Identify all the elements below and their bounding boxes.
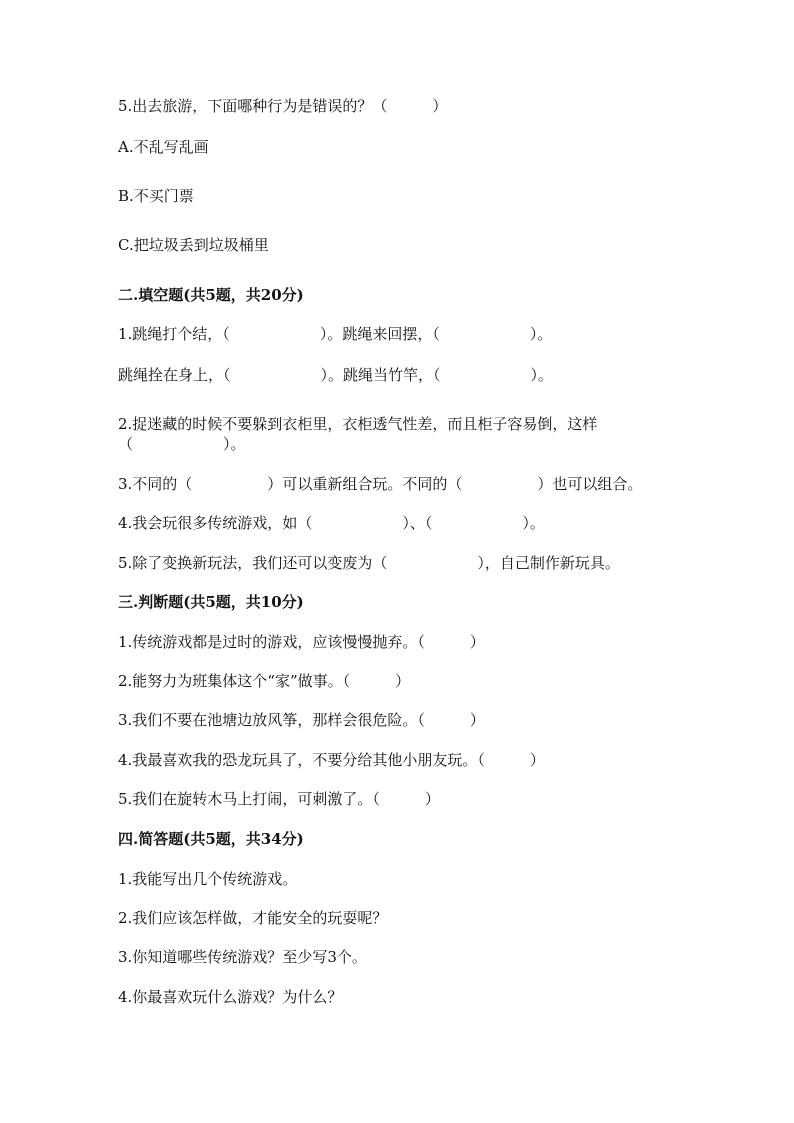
fill-in-item-5: 5.除了变换新玩法，我们还可以变废为（ ），自己制作新玩具。 — [118, 554, 620, 572]
question-5-stem: 5.出去旅游，下面哪种行为是错误的？（ ） — [118, 97, 448, 115]
short-answer-item-2: 2.我们应该怎样做，才能安全的玩耍呢？ — [118, 909, 388, 927]
judge-item-3: 3.我们不要在池塘边放风筝，那样会很危险。（ ） — [118, 711, 485, 729]
fill-in-item-1a: 1.跳绳打个结，（ ）。跳绳来回摆，（ ）。 — [118, 325, 553, 343]
judge-item-1: 1.传统游戏都是过时的游戏，应该慢慢抛弃。（ ） — [118, 633, 485, 651]
short-answer-section-heading: 四.简答题(共5题，共34分) — [118, 830, 304, 848]
question-5-option-c: C.把垃圾丢到垃圾桶里 — [118, 236, 269, 254]
judge-item-4: 4.我最喜欢我的恐龙玩具了，不要分给其他小朋友玩。（ ） — [118, 751, 545, 769]
judge-section-heading: 三.判断题(共5题，共10分) — [118, 593, 304, 611]
fill-in-item-4: 4.我会玩很多传统游戏，如（ ）、（ ）。 — [118, 514, 545, 532]
question-5-option-a: A.不乱写乱画 — [118, 138, 209, 156]
short-answer-item-3: 3.你知道哪些传统游戏？至少写3个。 — [118, 948, 367, 966]
fill-in-item-2a: 2.捉迷藏的时候不要躲到衣柜里，衣柜透气性差，而且柜子容易倒，这样 — [118, 415, 598, 433]
fill-in-item-2b: （ ）。 — [118, 435, 246, 453]
judge-item-5: 5.我们在旋转木马上打闹，可刺激了。（ ） — [118, 790, 440, 808]
short-answer-item-4: 4.你最喜欢玩什么游戏？为什么？ — [118, 988, 343, 1006]
fill-in-section-heading: 二.填空题(共5题，共20分) — [118, 286, 304, 304]
short-answer-item-1: 1.我能写出几个传统游戏。 — [118, 870, 298, 888]
question-5-option-b: B.不买门票 — [118, 187, 194, 205]
fill-in-item-1b: 跳绳拴在身上，（ ）。跳绳当竹竿，（ ）。 — [118, 366, 554, 384]
fill-in-item-3: 3.不同的（ ）可以重新组合玩。不同的（ ）也可以组合。 — [118, 475, 643, 493]
judge-item-2: 2.能努力为班集体这个“家”做事。（ ） — [118, 672, 411, 690]
